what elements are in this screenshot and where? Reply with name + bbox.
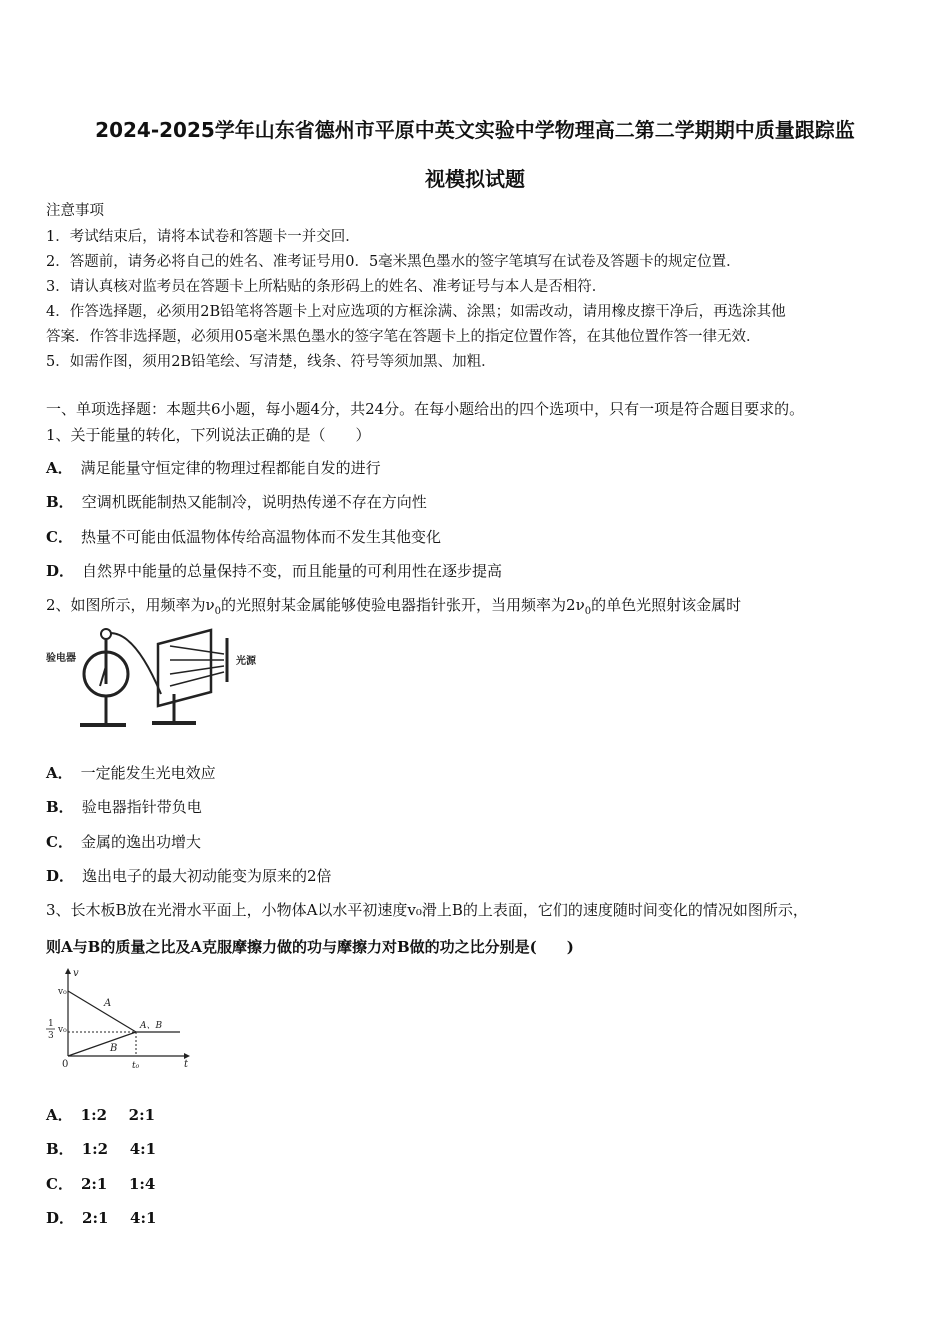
q1-option-b-text: 空调机既能制热又能制冷，说明热传递不存在方向性 [81, 493, 427, 511]
q1-option-c-text: 热量不可能由低温物体传给高温物体而不发生其他变化 [80, 528, 441, 546]
line-ab-label: A、B [140, 1021, 163, 1031]
q3-option-b [46, 1138, 156, 1160]
q3-option-c-letter: C． [46, 1175, 73, 1193]
q3-option-d-letter: D． [46, 1209, 75, 1227]
notice-item-1: 1．考试结束后，请将本试卷和答题卡一并交回． [46, 229, 360, 245]
notice-item-3: 3．请认真核对监考员在答题卡上所粘贴的条形码上的姓名、准考证号与本人是否相符． [46, 279, 607, 295]
q2-option-c [46, 831, 201, 853]
line-a [68, 991, 136, 1032]
q1-option-b-letter: B． [46, 493, 74, 511]
q1-option-d-text: 自然界中能量的总量保持不变，而且能量的可利用性在逐步提高 [82, 562, 503, 580]
q3-stem-line2: 则A与B的质量之比及A克服摩擦力做的功与摩擦力对B做的功之比分别是( ) [46, 938, 574, 956]
q2-stem-part-a: 2、如图所示，用频率为ν [46, 596, 215, 614]
q2-option-c-letter: C． [46, 833, 73, 851]
q2-option-a-text: 一定能发生光电效应 [80, 764, 216, 782]
light-source-label: 光源 [236, 656, 256, 667]
q3-option-b-letter: B． [46, 1140, 74, 1158]
q1-option-d-letter: D． [46, 562, 75, 580]
q2-stem-part-b: 的光照射某金属能够使验电器指针张开，当用频率为2ν [221, 596, 585, 614]
light-ray-3 [170, 666, 224, 674]
light-ray-4 [170, 672, 224, 686]
q3-option-d [46, 1207, 156, 1229]
notice-item-2: 2．答题前，请务必将自己的姓名、准考证号用0．5毫米黑色墨水的签字笔填写在试卷及答题卡的规定位置． [46, 254, 741, 270]
v-axis-label: v [73, 968, 79, 979]
exam-title-line2: 视模拟试题 [425, 167, 525, 191]
q3-option-b-work-ratio: 4:1 [129, 1140, 157, 1158]
q1-option-d [46, 560, 502, 582]
origin-label: 0 [62, 1059, 69, 1070]
q3-option-c [46, 1173, 155, 1195]
line-b-label: B [110, 1043, 118, 1054]
third-denominator: 3 [48, 1031, 54, 1041]
q3-option-a-letter: A． [46, 1106, 73, 1124]
notice-heading: 注意事项 [46, 203, 104, 219]
t0-label: t₀ [132, 1061, 140, 1071]
q3-option-a [46, 1104, 155, 1126]
velocity-time-graph [40, 966, 200, 1076]
q1-option-c [46, 526, 441, 548]
q1-stem: 1、关于能量的转化，下列说法正确的是（ ） [46, 426, 371, 444]
q3-option-b-mass-ratio: 1:2 [81, 1140, 109, 1158]
q1-option-c-letter: C． [46, 528, 73, 546]
q2-stem-sub-1: 0 [214, 606, 222, 617]
connecting-wire [111, 633, 161, 694]
q3-option-c-mass-ratio: 2:1 [80, 1175, 108, 1193]
notice-item-5: 5．如需作图，须用2B铅笔绘、写清楚，线条、符号等须加黑、加粗． [46, 354, 496, 370]
line-a-label: A [104, 998, 112, 1009]
electroscope-knob [101, 629, 111, 639]
q3-option-c-work-ratio: 1:4 [128, 1175, 156, 1193]
q3-option-d-work-ratio: 4:1 [130, 1209, 157, 1227]
q1-option-a [46, 457, 381, 479]
q2-option-d-letter: D． [46, 867, 75, 885]
electroscope-figure [46, 624, 276, 736]
q1-option-a-letter: A． [46, 459, 73, 477]
q2-option-b-letter: B． [46, 798, 74, 816]
notice-item-4: 4．作答选择题，必须用2B铅笔将答题卡上对应选项的方框涂满、涂黑；如需改动，请用橡皮擦干净后，再选涂其他 [46, 304, 786, 320]
q1-option-a-text: 满足能量守恒定律的物理过程都能自发的进行 [80, 459, 381, 477]
q2-stem-sub-2: 0 [584, 606, 592, 617]
electroscope-label: 验电器 [46, 653, 76, 664]
q2-option-b-text: 验电器指针带负电 [81, 798, 202, 816]
q1-option-b [46, 491, 427, 513]
t-axis-label: t [184, 1059, 189, 1070]
third-v0-label: v₀ [58, 1025, 67, 1035]
q3-option-d-mass-ratio: 2:1 [82, 1209, 109, 1227]
q2-option-a-letter: A． [46, 764, 73, 782]
q3-stem-line1: 3、长木板B放在光滑水平面上，小物体A以水平初速度v₀滑上B的上表面，它们的速度随时间变化的情况如图所示， [46, 901, 808, 919]
q2-stem [46, 594, 741, 623]
q2-option-d [46, 865, 332, 887]
light-ray-1 [170, 646, 224, 654]
section1-heading: 一、单项选择题：本题共6小题，每小题4分，共24分。在每小题给出的四个选项中，只有一项是符合题目要求的。 [46, 400, 805, 418]
q3-option-a-mass-ratio: 1:2 [80, 1106, 108, 1124]
q2-stem-part-c: 的单色光照射该金属时 [591, 596, 742, 614]
notice-item-4-cont: 答案．作答非选择题，必须用05毫米黑色墨水的签字笔在答题卡上的指定位置作答，在其他位置作答一律无效． [46, 329, 761, 345]
third-numerator: 1 [48, 1019, 54, 1029]
q3-option-a-work-ratio: 2:1 [128, 1106, 156, 1124]
v-axis-arrow [65, 968, 71, 974]
q2-option-d-text: 逸出电子的最大初动能变为原来的2倍 [82, 867, 332, 885]
q2-option-c-text: 金属的逸出功增大 [80, 833, 201, 851]
q2-option-a [46, 762, 216, 784]
v0-label: v₀ [58, 987, 67, 997]
q2-option-b [46, 796, 202, 818]
line-b [68, 1032, 136, 1056]
exam-title-line1: 2024-2025学年山东省德州市平原中英文实验中学物理高二第二学期期中质量跟踪监 [95, 118, 855, 142]
metal-plate [158, 630, 211, 706]
